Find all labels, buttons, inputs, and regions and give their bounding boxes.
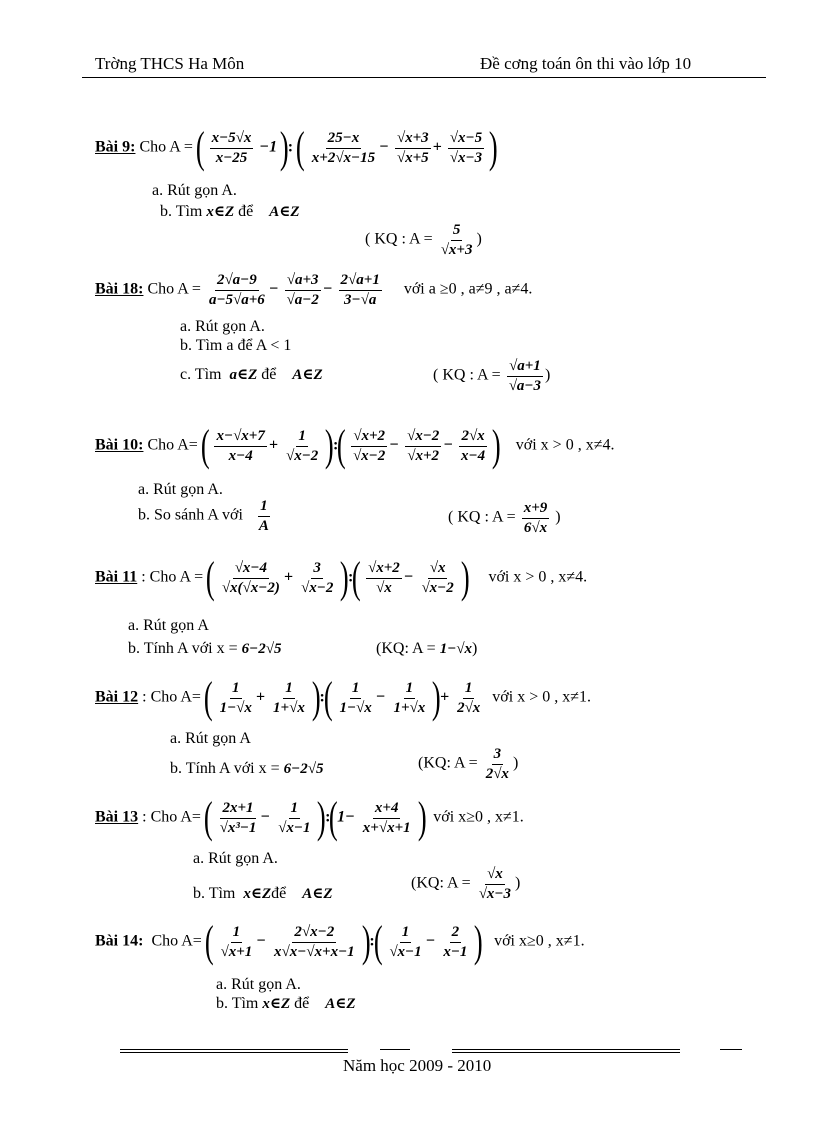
condition: với x≥0 , x≠1.: [494, 932, 585, 950]
problem-label: Bài 18:: [95, 280, 144, 298]
fraction: $\frac{x-√x+7}{x-4}$: [216, 428, 265, 464]
sub-a: a. Rút gọn A: [170, 730, 251, 747]
fraction: $\frac{2}{x-1}$: [443, 924, 468, 960]
problem-14: Bài 14: Cho A= ( $\frac{1}{√x+1}$ − $\frac{2√x-2}{x√x-√x+x-1}$ ):( $\frac{1}{√x-1}$ − $\frac{2}{x-1}$ ) với x≥0 , x≠1.: [95, 917, 585, 966]
fraction: $\frac{1}{1-√x}$: [219, 680, 252, 716]
fraction: $\frac{2√a-9}{a-5√a+6}$: [208, 272, 265, 308]
fraction: $\frac{2x+1}{\text{√x³−1}}$: [219, 800, 257, 836]
answer: ( KQ : A = $\frac{5}{√x+3}$ ): [365, 222, 482, 258]
problem-label: Bài 12: [95, 688, 139, 706]
problem-13: Bài 13 : Cho A= ( $\frac{2x+1}{\text{√x³−1}}$ − $\frac{1}{√x-1}$ ):(1− $\frac{x+4}{x+√x+1}$ ) với x≥0 , x≠1.: [95, 793, 524, 842]
fraction: $\frac{x+4}{x+√x+1}$: [362, 800, 411, 836]
fraction: $\frac{√x}{√x-2}$: [421, 560, 454, 596]
fraction: $\frac{1}{√x-2}$: [285, 428, 319, 464]
cho-text: Cho A =: [147, 280, 201, 298]
sub-a: a. Rút gọn A.: [216, 976, 301, 993]
cho-text: : Cho A=: [138, 688, 201, 706]
problem-18: Bài 18: Cho A = $\frac{2√a-9}{a-5√a+6}$ − $\frac{√a+3}{√a-2}$ − $\frac{2√a+1}{3-√a}$ với a ≥0 , a≠9 , a≠4.: [95, 272, 533, 308]
fraction: $\frac{2√x}{x-4}$: [461, 428, 486, 464]
sub-b: b. Tính A với x = 6−2√5: [170, 760, 324, 777]
fraction: $\frac{2√x-2}{x√x-√x+x-1}$: [273, 924, 355, 960]
sub-a: a. Rút gọn A.: [138, 481, 223, 498]
footer-rule: [720, 1049, 742, 1050]
footer-rule: [452, 1049, 680, 1050]
fraction: $\frac{1}{1-√x}$: [339, 680, 372, 716]
sub-b: b. Tính A với x = 6−2√5: [128, 640, 282, 657]
footer-rule: [452, 1052, 680, 1053]
footer-year: Năm học 2009 - 2010: [343, 1056, 492, 1075]
fraction: $\frac{√x-5}{√x-3}$: [449, 130, 483, 166]
answer: (KQ: A = $\frac{√x}{√x-3}$ ): [411, 866, 521, 902]
sub-c: c. Tìm a∈Z để A∈Z: [180, 366, 323, 383]
fraction: $\frac{1}{2√x}$: [457, 680, 481, 716]
fraction: $\frac{√x+2}{√x-2}$: [352, 428, 386, 464]
fraction: $\frac{√a+3}{√a-2}$: [286, 272, 319, 308]
problem-11: Bài 11 : Cho A = ( $\frac{√x-4}{√x(√x-2)}$ + $\frac{3}{√x-2}$ ):( $\frac{√x+2}{√x}$ − $\frac{√x}{√x-2}$ ) với x > 0 , x≠4.: [95, 553, 588, 602]
condition: với x > 0 , x≠1.: [492, 688, 592, 706]
problem-label: Bài 11: [95, 568, 138, 586]
sub-b: b. Tìm x∈Z để A∈Z: [216, 995, 356, 1012]
sub-a: a. Rút gọn A.: [180, 318, 265, 335]
answer: ( KQ : A = $\frac{√a+1}{√a-3}$ ): [433, 358, 551, 394]
answer: (KQ: A = $\frac{3}{2√x}$ ): [418, 746, 519, 782]
sub-a: a. Rút gọn A.: [152, 182, 237, 199]
fraction: $\frac{√x-2}{√x+2}$: [406, 428, 440, 464]
header-right: Đề cơng toán ôn thi vào lớp 10: [480, 54, 692, 73]
footer-rule: [380, 1049, 410, 1050]
problem-label: Bài 13: [95, 808, 139, 826]
cho-text: : Cho A =: [137, 568, 204, 586]
problem-label: Bài 9:: [95, 138, 136, 156]
answer: ( KQ : A = $\frac{x+9}{6√x}$ ): [448, 500, 561, 536]
sub-b: b. Tìm x∈Zđể A∈Z: [193, 885, 333, 902]
cho-text: Cho A=: [151, 932, 202, 950]
footer-rule: [120, 1049, 348, 1050]
sub-b: b. Tìm x∈Z để A∈Z: [160, 203, 300, 220]
fraction: $\frac{1}{√x-1}$: [278, 800, 311, 836]
fraction: $\frac{1}{√x+1}$: [220, 924, 253, 960]
fraction: $\frac{x-5√x}{x-25}$: [211, 130, 252, 166]
cho-text: Cho A =: [139, 138, 193, 156]
fraction: $\frac{3}{√x-2}$: [301, 560, 334, 596]
problem-9: Bài 9: Cho A = ( $\frac{x-5√x}{x-25}$ −1 ): ( $\frac{25-x}{x+2√x-15}$ − $\frac{√x+3}{√x+5}$ + $\frac{√x-5}{√x-3}$ ): [95, 123, 498, 172]
header-left: Trờng THCS Ha Môn: [95, 54, 245, 73]
problem-label: Bài 10:: [95, 436, 144, 454]
footer-rule: [120, 1052, 348, 1053]
sub-b: b. Tìm a để A < 1: [180, 337, 292, 354]
fraction: $\frac{√x-4}{√x(√x-2)}$: [221, 560, 280, 596]
sub-b: b. So sánh A với $\frac{1}{A}$: [138, 498, 269, 534]
fraction: $\frac{25-x}{x+2√x-15}$: [311, 130, 376, 166]
sub-a: a. Rút gọn A.: [193, 850, 278, 867]
condition: với x > 0 , x≠4.: [515, 436, 615, 454]
problem-12: Bài 12 : Cho A= ( $\frac{1}{1-√x}$ + $\frac{1}{1+√x}$ ):( $\frac{1}{1-√x}$ − $\frac{1}{1+√x}$ )+ $\frac{1}{2√x}$ với x > 0 , x≠1.: [95, 673, 592, 722]
answer: (KQ: A = 1−√x): [376, 640, 478, 657]
condition: với x > 0 , x≠4.: [488, 568, 588, 586]
fraction: $\frac{1}{1+√x}$: [393, 680, 426, 716]
sub-a: a. Rút gọn A: [128, 617, 209, 634]
fraction: $\frac{√x+3}{√x+5}$: [396, 130, 429, 166]
fraction: $\frac{√x+2}{√x}$: [367, 560, 400, 596]
problem-10: Bài 10: Cho A= ( $\frac{x-√x+7}{x-4}$ + $\frac{1}{√x-2}$ ):( $\frac{√x+2}{√x-2}$ − $\frac{√x-2}{√x+2}$ − $\frac{2√x}{x-4}$ ) với x > 0 , x≠4.: [95, 421, 615, 470]
fraction: $\frac{1}{√x-1}$: [389, 924, 422, 960]
fraction: $\frac{1}{1+√x}$: [273, 680, 305, 716]
condition: với a ≥0 , a≠9 , a≠4.: [403, 280, 533, 298]
cho-text: Cho A=: [147, 436, 198, 454]
header-rule: [82, 77, 766, 78]
fraction: $\frac{2√a+1}{3-√a}$: [340, 272, 380, 308]
problem-label: Bài 14:: [95, 932, 144, 950]
condition: với x≥0 , x≠1.: [433, 808, 524, 826]
cho-text: : Cho A=: [138, 808, 201, 826]
